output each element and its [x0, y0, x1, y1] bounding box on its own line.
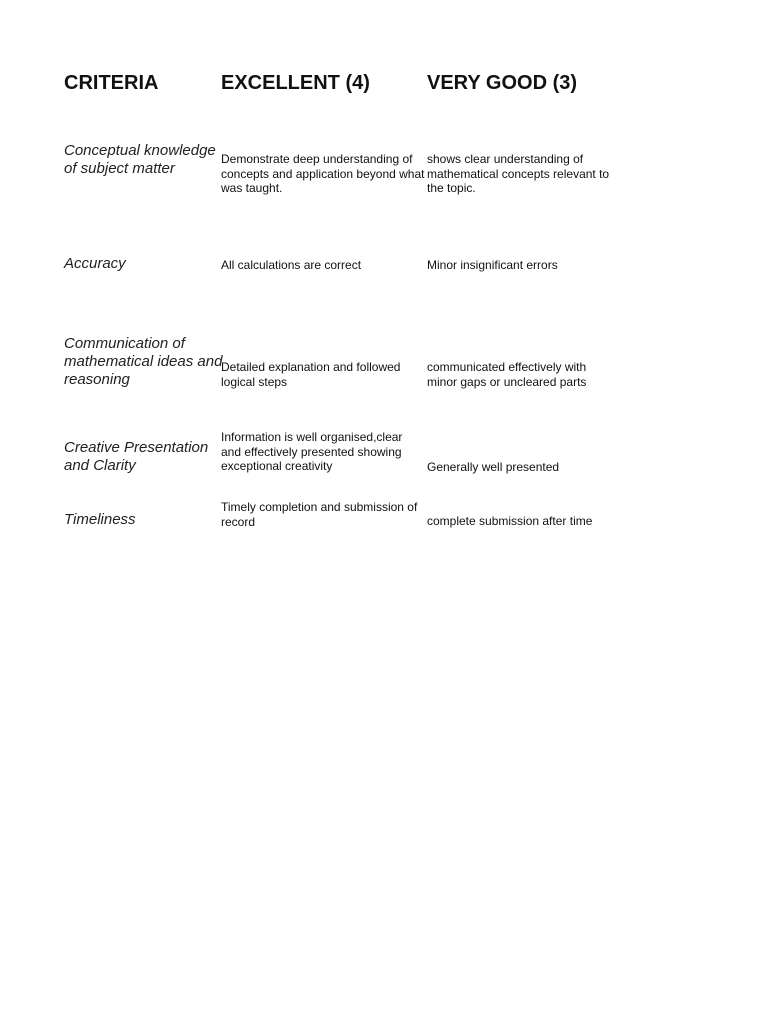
- criterion-label: Creative Presentation and Clarity: [64, 439, 209, 474]
- criterion-label: Communication of mathematical ideas and reasoning: [64, 335, 223, 388]
- very-good-description: Minor insignificant errors: [427, 258, 558, 272]
- criterion-label: Conceptual knowledge of subject matter: [64, 142, 216, 177]
- criterion-label: Timeliness: [64, 511, 136, 528]
- excellent-description: Demonstrate deep understanding of concepts and application beyond what was taught.: [221, 152, 425, 195]
- excellent-description: Information is well organised,clear and effectively presented showing exceptional creativity: [221, 430, 403, 473]
- excellent-description: All calculations are correct: [221, 258, 362, 272]
- header-very-good: VERY GOOD (3): [427, 72, 578, 94]
- very-good-description: Generally well presented: [427, 460, 560, 474]
- very-good-description: complete submission after time: [427, 514, 593, 528]
- very-good-description: communicated effectively with minor gaps or uncleared parts: [427, 360, 587, 389]
- criterion-label: Accuracy: [64, 255, 126, 272]
- header-criteria: CRITERIA: [64, 72, 159, 94]
- very-good-description: shows clear understanding of mathematical concepts relevant to the topic.: [427, 152, 610, 195]
- header-excellent: EXCELLENT (4): [221, 72, 370, 94]
- excellent-description: Detailed explanation and followed logical steps: [221, 360, 401, 389]
- excellent-description: Timely completion and submission of record: [221, 500, 418, 529]
